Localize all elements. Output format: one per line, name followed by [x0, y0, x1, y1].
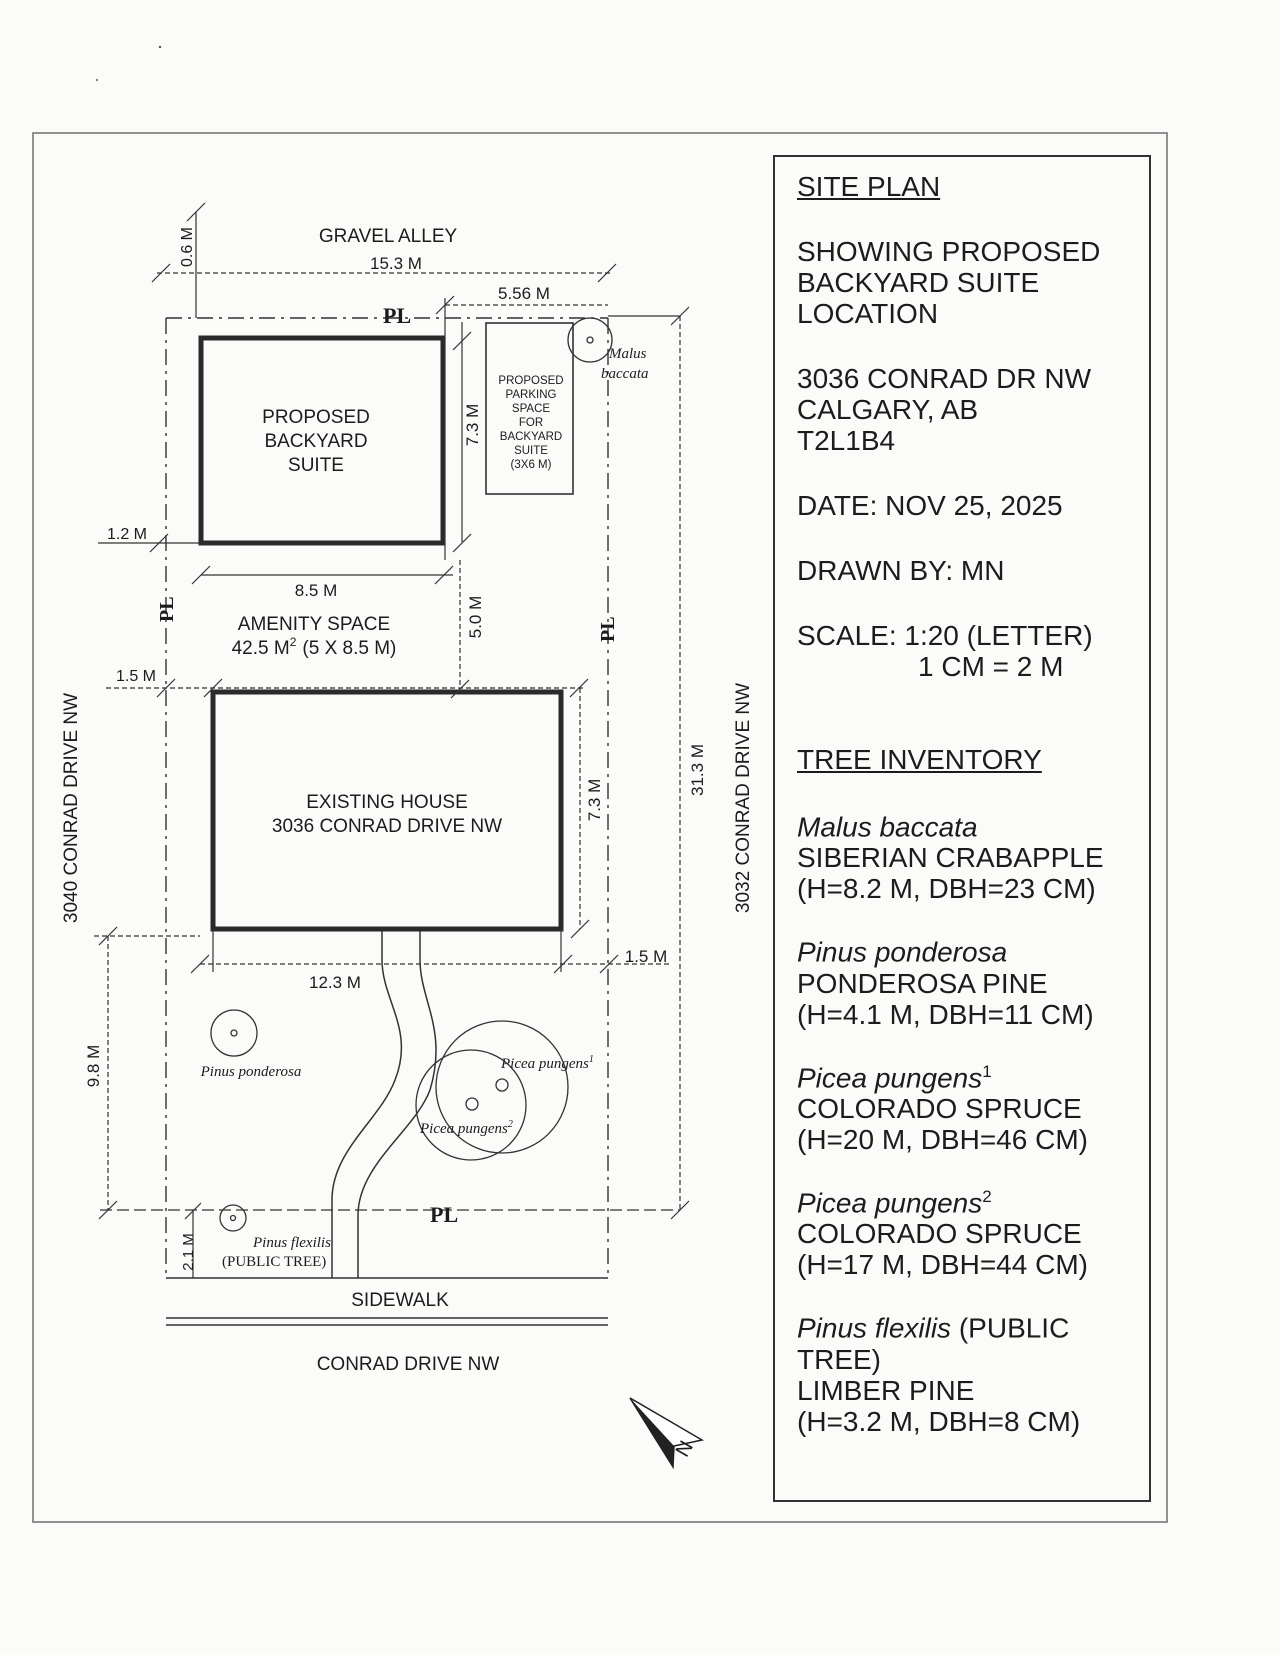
- suite-label-2: BACKYARD: [264, 431, 368, 452]
- amenity-title: AMENITY SPACE: [237, 614, 391, 635]
- amenity-area-sup: 2: [289, 635, 297, 649]
- dim-15-3: 15.3 M: [370, 254, 422, 273]
- dim-suite-depth: 7.3 M: [463, 403, 482, 447]
- north-arrow-n: N: [671, 1437, 698, 1461]
- dim-1-5-left: 1.5 M: [115, 668, 157, 685]
- parking-label-7: (3X6 M): [510, 459, 552, 471]
- property-line-symbol-bottom: [430, 1202, 458, 1227]
- dim-1-2: 1.2 M: [106, 526, 148, 543]
- dim-house-depth: 7.3 M: [585, 778, 604, 822]
- picea1-label: Picea pungens$^1$: [501, 1054, 594, 1072]
- legend-drawn-by: DRAWN BY: MN: [797, 555, 1005, 586]
- dimension-lines: [94, 203, 689, 1278]
- property-line-symbol-top: [383, 303, 411, 328]
- tree-species: Malus baccata: [797, 811, 978, 843]
- legend-scale: [797, 620, 1149, 682]
- svg-text:PL: PL: [156, 596, 178, 622]
- tree-species: Pinus ponderosa: [797, 936, 1008, 968]
- tree-entry: Pinus flexilis (PUBLIC TREE) LIMBER PINE (H=3.2 M, DBH=8 CM): [797, 1306, 1149, 1436]
- tree-common-name: COLORADO SPRUCE: [797, 1092, 1082, 1124]
- sidewalk-label: SIDEWALK: [351, 1290, 449, 1311]
- parking-label-4: FOR: [518, 417, 544, 429]
- picea2-label: Picea pungens$^2$: [420, 1119, 513, 1137]
- tree-entry: Picea pungens$^2$ COLORADO SPRUCE (H=17 M, DBH=44 CM): [797, 1181, 1149, 1280]
- tree-size: (H=4.1 M, DBH=11 CM): [797, 998, 1094, 1030]
- tree-inventory-title: TREE INVENTORY: [797, 744, 1042, 775]
- tree-species: Picea pungens: [797, 1061, 983, 1093]
- svg-text:PL: PL: [383, 303, 412, 328]
- right-neighbour-label: 3032 CONRAD DRIVE NW: [733, 682, 754, 914]
- suite-label-1: PROPOSED: [262, 407, 370, 428]
- dim-31-3: 31.3 M: [688, 744, 707, 796]
- parking-label-2: PARKING: [505, 389, 557, 401]
- malus-label-1: Malus: [609, 346, 647, 362]
- street-label: CONRAD DRIVE NW: [316, 1354, 500, 1375]
- tree-entry: [797, 805, 1149, 904]
- amenity-area-value: 42.5 M: [231, 638, 290, 659]
- address-line-3: T2L1B4: [797, 425, 896, 456]
- flexilis-label: Pinus flexilis: [253, 1235, 331, 1251]
- gravel-alley-label: GRAVEL ALLEY: [318, 226, 458, 247]
- tree-common-name: SIBERIAN CRABAPPLE: [797, 842, 1104, 874]
- scale-equivalence: 1 CM = 2 M: [918, 651, 1064, 682]
- svg-text:PL: PL: [597, 616, 619, 642]
- tree-size: (H=8.2 M, DBH=23 CM): [797, 873, 1096, 905]
- tree-size: (H=3.2 M, DBH=8 CM): [797, 1405, 1081, 1437]
- amenity-area-detail: (5 X 8.5 M): [302, 638, 397, 659]
- suite-label-3: SUITE: [288, 455, 344, 476]
- tree-common-name: COLORADO SPRUCE: [797, 1218, 1082, 1250]
- malus-label-2: baccata: [601, 366, 649, 382]
- parking-label-5: BACKYARD: [499, 431, 563, 443]
- tree-size: (H=17 M, DBH=44 CM): [797, 1249, 1088, 1281]
- tree-malus-baccata: [568, 318, 612, 362]
- scale-text: SCALE: 1:20 (LETTER): [797, 620, 1093, 651]
- flexilis-public-label: (PUBLIC TREE): [222, 1254, 327, 1270]
- subtitle-line-3: LOCATION: [797, 298, 939, 329]
- dim-0-6: 0.6 M: [179, 226, 196, 268]
- tree-pinus-flexilis: [220, 1205, 246, 1231]
- svg-text:PL: PL: [430, 1202, 459, 1227]
- amenity-area: [232, 635, 397, 659]
- left-neighbour-label: 3040 CONRAD DRIVE NW: [61, 692, 82, 924]
- tree-inventory-list: [797, 805, 1149, 1437]
- house-title: EXISTING HOUSE: [306, 792, 468, 813]
- tree-picea-pungens-2: [416, 1050, 526, 1160]
- parking-label-3: SPACE: [511, 403, 551, 415]
- tree-species: Pinus flexilis: [797, 1312, 952, 1344]
- tree-common-name: PONDEROSA PINE: [797, 967, 1048, 999]
- dim-5-0: 5.0 M: [466, 595, 485, 639]
- subtitle-line-1: SHOWING PROPOSED: [797, 236, 1101, 267]
- legend-date: DATE: NOV 25, 2025: [797, 490, 1063, 521]
- legend-title: SITE PLAN: [797, 171, 941, 202]
- legend-subtitle: [797, 236, 1149, 329]
- parking-label-1: PROPOSED: [498, 375, 564, 387]
- property-line-symbol-right: [597, 616, 619, 642]
- tree-entry: [797, 930, 1149, 1029]
- tree-entry: Picea pungens$^1$ COLORADO SPRUCE (H=20 M, DBH=46 CM): [797, 1056, 1149, 1155]
- dim-1-5-right: 1.5 M: [624, 947, 668, 966]
- house-address: 3036 CONRAD DRIVE NW: [271, 816, 503, 837]
- dim-12-3: 12.3 M: [309, 973, 361, 992]
- address-line-2: CALGARY, AB: [797, 394, 979, 425]
- tree-size: (H=20 M, DBH=46 CM): [797, 1123, 1088, 1155]
- subtitle-line-2: BACKYARD SUITE: [797, 267, 1040, 298]
- parking-label-6: SUITE: [514, 445, 548, 457]
- dim-8-5: 8.5 M: [294, 581, 338, 600]
- ponderosa-label: Pinus ponderosa: [200, 1064, 302, 1080]
- dim-5-56: 5.56 M: [498, 284, 550, 303]
- legend-address: [797, 363, 1149, 456]
- address-line-1: 3036 CONRAD DR NW: [797, 363, 1092, 394]
- tree-pinus-ponderosa: [211, 1010, 257, 1056]
- tree-common-name: LIMBER PINE: [797, 1374, 975, 1406]
- dim-2-1: 2.1 M: [180, 1233, 197, 1271]
- tree-species: Picea pungens: [797, 1187, 983, 1219]
- dim-9-8: 9.8 M: [84, 1044, 103, 1088]
- north-arrow: [630, 1398, 702, 1467]
- title-block: [773, 155, 1151, 1502]
- property-line-symbol-left: [156, 596, 178, 622]
